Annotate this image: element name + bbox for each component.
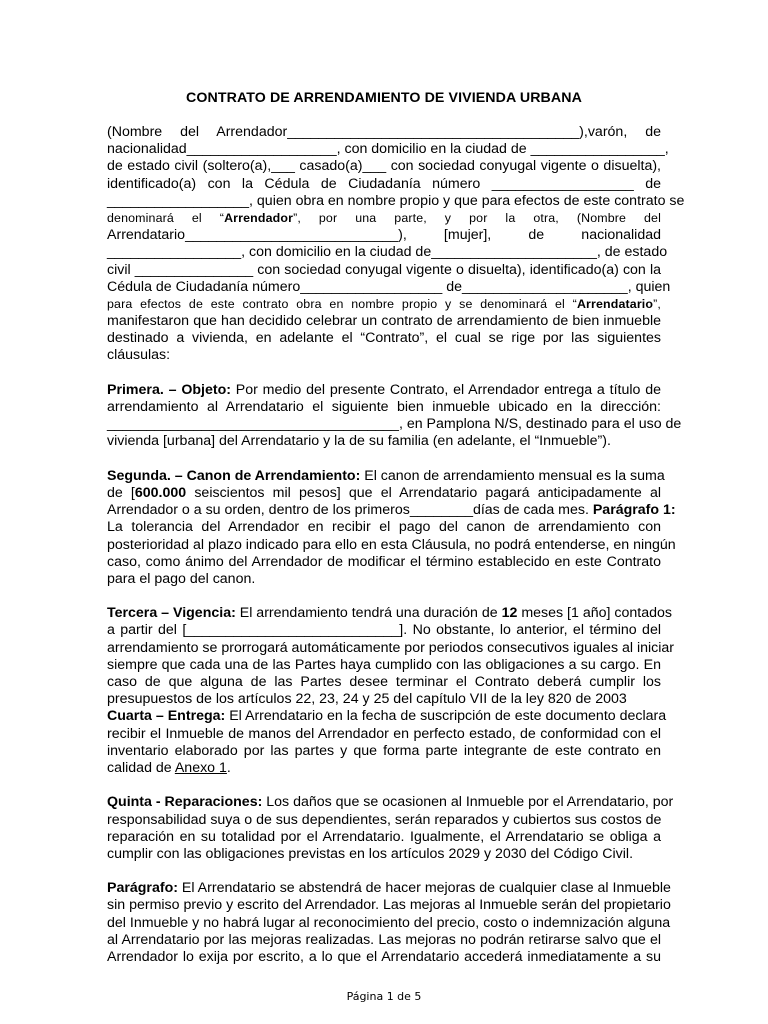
clause-heading: Cuarta – Entrega: <box>107 708 226 725</box>
clause-text: Por medio del presente Contrato, el Arrendador entrega a título de <box>230 381 661 398</box>
clause-heading: Quinta - Reparaciones: <box>107 794 263 811</box>
paragraph-label: Parágrafo 1: <box>592 502 676 519</box>
clause-text: El Arrendatario en la fecha de suscripción de este documento declara <box>225 708 667 725</box>
clause-line <box>107 760 661 777</box>
clause-text: seiscientos mil pesos] que el Arrendatario pagará anticipadamente al <box>186 484 662 501</box>
clause-line: caso, como ánimo del Arrendador de modificar el término establecido en este Contrato <box>107 553 661 570</box>
clause-line: al Arrendatario por las mejoras realizadas. Las mejoras no podrán retirarse salvo que el <box>107 931 661 948</box>
clause-segunda <box>107 467 676 588</box>
intro-line: nacionalidad___________________, con domicilio en la ciudad de _________________, <box>107 141 669 158</box>
clause-line: inventario elaborado por las partes y que forma parte integrante de este contrato en <box>107 742 661 759</box>
clause-line: para el pago del canon. <box>107 570 256 587</box>
clause-text: Los daños que se ocasionen al Inmueble por el Arrendatario, por <box>262 794 674 811</box>
clause-line <box>107 502 676 519</box>
clause-text: de [ <box>107 484 135 501</box>
party-name: Arrendatario <box>576 296 654 311</box>
party-name: Arrendador <box>224 210 294 225</box>
clause-paragrafo <box>107 880 671 966</box>
clause-line: vivienda [urbana] del Arrendatario y la de su familia (en adelante, el “Inmueble”). <box>107 433 611 450</box>
intro-line: destinado a vivienda, en adelante el “Contrato”, el cual se rige por las siguientes <box>107 330 661 347</box>
clause-line <box>107 794 674 811</box>
clause-line: reparación en su totalidad por el Arrendatario. Igualmente, el Arrendatario se obliga a <box>107 828 661 845</box>
clause-line: caso de que alguna de las Partes desee terminar el Contrato deberá cumplir los <box>107 674 661 690</box>
clause-quinta <box>107 794 674 863</box>
clause-line: Arrendador lo exija por escrito, a lo que el Arrendatario accederá inmediatamente a su <box>107 949 661 965</box>
clause-line: presupuestos de los artículos 22, 23, 24 y 25 del capítulo VII de la ley 820 de 2003 <box>107 691 627 708</box>
clause-line: _____________________________________, en Pamplona N/S, destinado para el uso de <box>107 416 682 433</box>
clause-primera <box>107 381 682 451</box>
intro-line: identificado(a) con la Cédula de Ciudadanía número __________________ de <box>107 175 661 192</box>
clause-heading: Tercera – Vigencia: <box>107 605 236 622</box>
clause-line <box>107 467 665 485</box>
clause-line <box>107 880 671 897</box>
clause-line: arrendamiento se prorrogará automáticamente por periodos consecutivos iguales al iniciar <box>107 639 675 656</box>
page-number-footer: Página 1 de 5 <box>346 990 422 1003</box>
clause-line: del Inmueble y no habrá lugar al reconocimiento del precio, costo o indemnización alguna <box>107 914 671 931</box>
intro-line: Arrendatario___________________________), [mujer], de nacionalidad <box>107 227 661 244</box>
document-body <box>107 124 685 966</box>
clause-text: Arrendador o a su orden, dentro de los primeros________días de cada mes. <box>107 502 593 519</box>
clause-heading: Parágrafo: <box>107 880 178 897</box>
intro-line-arrendador <box>107 210 661 227</box>
clause-line <box>107 708 667 725</box>
intro-line: civil _______________ con sociedad conyugal vigente o disuelta), identificado(a) con la <box>107 261 661 278</box>
clause-line: La tolerancia del Arrendador en recibir el pago del canon de arrendamiento con <box>107 519 661 536</box>
intro-line: _________________, con domicilio en la ciudad de_____________________, de estado <box>107 244 668 261</box>
annex-reference: Anexo 1 <box>174 759 227 776</box>
clause-line <box>107 605 672 622</box>
clause-line: recibir el Inmueble de manos del Arrendador en perfecto estado, de conformidad con el <box>107 725 661 742</box>
clause-line: posterioridad al plazo indicado para ello en esta Cláusula, no podrá entenderse, en ningún <box>107 536 676 553</box>
intro-line: manifestaron que han decidido celebrar un contrato de arrendamiento de bien inmueble <box>107 313 661 330</box>
clause-line <box>107 382 661 399</box>
clause-cuarta <box>107 708 667 777</box>
clause-line: a partir del [___________________________]. No obstante, lo anterior, el término del <box>107 622 661 639</box>
clause-text: . <box>226 759 231 776</box>
intro-line-arrendatario: para efectos de este contrato obra en nombre propio y se denominará el “Arrendatario”, <box>107 296 661 311</box>
clause-tercera <box>107 605 675 708</box>
intro-line: Cédula de Ciudadanía número__________________ de_____________________, quien <box>107 278 671 295</box>
intro-text: denominará el “Arrendador”, por una parte, y por la otra, (Nombre del <box>107 210 661 225</box>
intro-line: (Nombre del Arrendador_____________________________________),varón, de <box>107 124 661 140</box>
intro-paragraph <box>107 124 685 365</box>
clause-heading: Primera. – Objeto: <box>107 381 231 398</box>
clause-text: El canon de arrendamiento mensual es la suma <box>360 467 665 484</box>
intro-line: de estado civil (soltero(a),___ casado(a)___ con sociedad conyugal vigente o disuelta), <box>107 158 661 175</box>
clause-line <box>107 485 661 502</box>
document-title: CONTRATO DE ARRENDAMIENTO DE VIVIENDA URBANA <box>186 90 582 106</box>
clause-text: El arrendamiento tendrá una duración de <box>235 605 502 622</box>
rent-amount: 600.000 <box>134 484 187 501</box>
clause-text: El Arrendatario se abstendrá de hacer mejoras de cualquier clase al Inmueble <box>177 880 671 897</box>
clause-line: cumplir con las obligaciones previstas en los artículos 2029 y 2030 del Código Civil. <box>107 845 634 862</box>
clause-text: calidad de <box>107 759 175 776</box>
intro-line: cláusulas: <box>107 347 171 364</box>
clause-line: siempre que cada una de las Partes haya cumplido con las obligaciones a su cargo. En <box>107 656 661 673</box>
clause-line: sin permiso previo y escrito del Arrendador. Las mejoras al Inmueble serán del propietario <box>107 897 671 914</box>
duration-months: 12 <box>501 605 518 622</box>
intro-line: __________________, quien obra en nombre propio y que para efectos de este contrato se <box>107 192 685 209</box>
clause-heading: Segunda. – Canon de Arrendamiento: <box>107 467 361 484</box>
clause-line: responsabilidad suya o de sus dependientes, serán reparados y cubiertos sus costos de <box>107 811 662 828</box>
clause-line: arrendamiento al Arrendatario el siguiente bien inmueble ubicado en la dirección: <box>107 399 661 415</box>
clause-text: meses [1 año] contados <box>517 605 672 622</box>
